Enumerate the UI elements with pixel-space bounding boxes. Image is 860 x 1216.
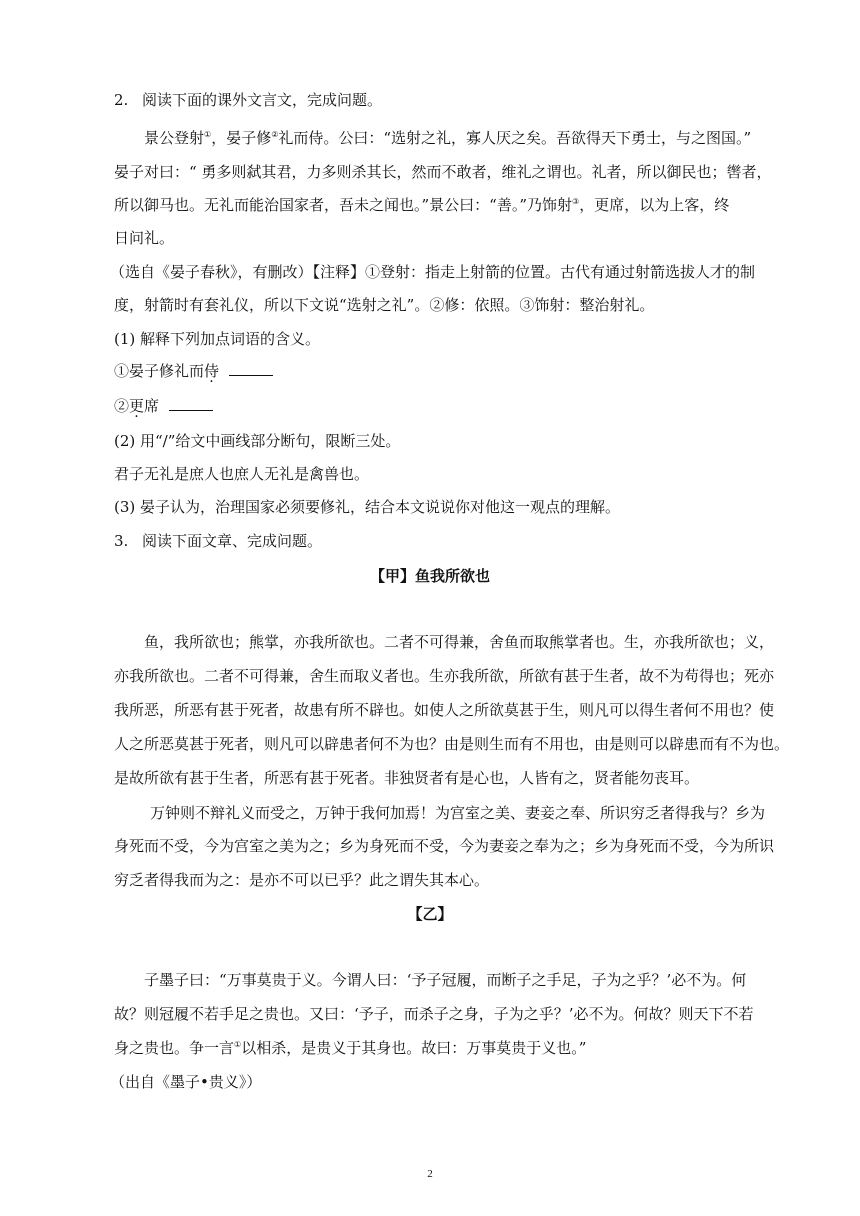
yi-line: 子墨子曰：“万事莫贵于义。今谓人曰：‘予子冠履，而断子之手足，子为之乎？’必不为。何: [144, 971, 747, 989]
q2-passage-line: 景公登射①，晏子修②礼而侍。公曰：“选射之礼，寡人厌之矣。吾欲得天下勇士，与之图国。”: [144, 129, 752, 147]
q3-number: 3.: [114, 532, 129, 550]
jia-line: 穷乏者得我而为之：是亦不可以已乎？此之谓失其本心。: [114, 871, 490, 889]
dotted-word: 侍: [204, 362, 220, 380]
jia-line: 人之所恶莫甚于死者，则凡可以辟患者何不为也？由是则生而有不用也，由是则可以辟患而有不为也。: [114, 735, 790, 753]
q2-heading: [114, 90, 382, 110]
q2-passage-line: 所以御马也。无礼而能治国家者，吾未之闻也。”景公曰：“善。”乃饰射③，更席，以为上客，终: [114, 196, 730, 214]
q3-title: 阅读下面文章、完成问题。: [142, 532, 323, 550]
q2-number: 2.: [114, 91, 129, 109]
q2-source-note: （选自《晏子春秋》，有删改）【注释】①登射：指走上射箭的位置。古代有通过射箭选拔人才的制: [110, 263, 756, 281]
q2-passage-line: 日问礼。: [114, 229, 175, 247]
yi-line: 身之贵也。争一言①以相杀，是贵义于其身也。故曰：万事莫贵于义也。”: [114, 1039, 587, 1057]
q2-item2: ②更席: [114, 396, 213, 416]
jia-line: 身死而不受，今为宫室之美为之；乡为身死而不受，今为妻妾之奉为之；乡为身死而不受，今为所识: [114, 837, 775, 855]
q2-source-note: 度，射箭时有套礼仪，所以下文说“选射之礼”。②修：依照。③饰射：整治射礼。: [114, 296, 655, 314]
page-number: 2: [427, 1168, 433, 1180]
q2-sub2-text: 君子无礼是庶人也庶人无礼是禽兽也。: [114, 465, 370, 483]
q2-sub1: (1) 解释下列加点词语的含义。: [114, 330, 321, 348]
note-mark: ②: [271, 130, 279, 139]
yi-title: 【乙】: [407, 905, 453, 923]
yi-source: （出自《墨子•贵义》）: [110, 1073, 262, 1091]
q2-sub2: (2) 用“/”给文中画线部分断句，限断三处。: [114, 432, 401, 450]
jia-line: 万钟则不辩礼义而受之，万钟于我何加焉！为宫室之美、妻妾之奉、所识穷乏者得我与？乡为: [150, 804, 766, 822]
note-mark: ①: [234, 1040, 242, 1049]
answer-blank[interactable]: [169, 396, 213, 411]
jia-line: 我所恶，所恶有甚于死者，故患有所不辟也。如使人之所欲莫甚于生，则凡可以得生者何不用也？使: [114, 701, 775, 719]
note-mark: ③: [572, 197, 580, 206]
q2-item1: ①晏子修礼而侍: [114, 361, 273, 381]
jia-title: 【甲】鱼我所欲也: [369, 567, 490, 585]
yi-line: 故？则冠履不若手足之贵也。又曰：‘予子，而杀子之身，子为之乎？’必不为。何故？则天下不若: [114, 1005, 754, 1023]
jia-line: 是故所欲有甚于生者，所恶有甚于死者。非独贤者有是心也，人皆有之，贤者能勿丧耳。: [114, 769, 700, 787]
answer-blank[interactable]: [229, 361, 273, 376]
q2-passage-line: 晏子对曰：“ 勇多则弑其君，力多则杀其长，然而不敢者，维礼之谓也。礼者，所以御民也；辔者，: [114, 163, 772, 181]
note-mark: ①: [204, 130, 212, 139]
dotted-word: 更: [129, 397, 145, 415]
q3-heading: [114, 531, 322, 551]
jia-line: 鱼，我所欲也；熊掌，亦我所欲也。二者不可得兼，舍鱼而取熊掌者也。生，亦我所欲也；义，: [144, 633, 775, 651]
q2-title: 阅读下面的课外文言文，完成问题。: [142, 91, 383, 109]
jia-line: 亦我所欲也。二者不可得兼，舍生而取义者也。生亦我所欲，所欲有甚于生者，故不为苟得也；死亦: [114, 667, 775, 685]
q2-sub3: (3) 晏子认为，治理国家必须要修礼，结合本文说说你对他这一观点的理解。: [114, 498, 621, 516]
